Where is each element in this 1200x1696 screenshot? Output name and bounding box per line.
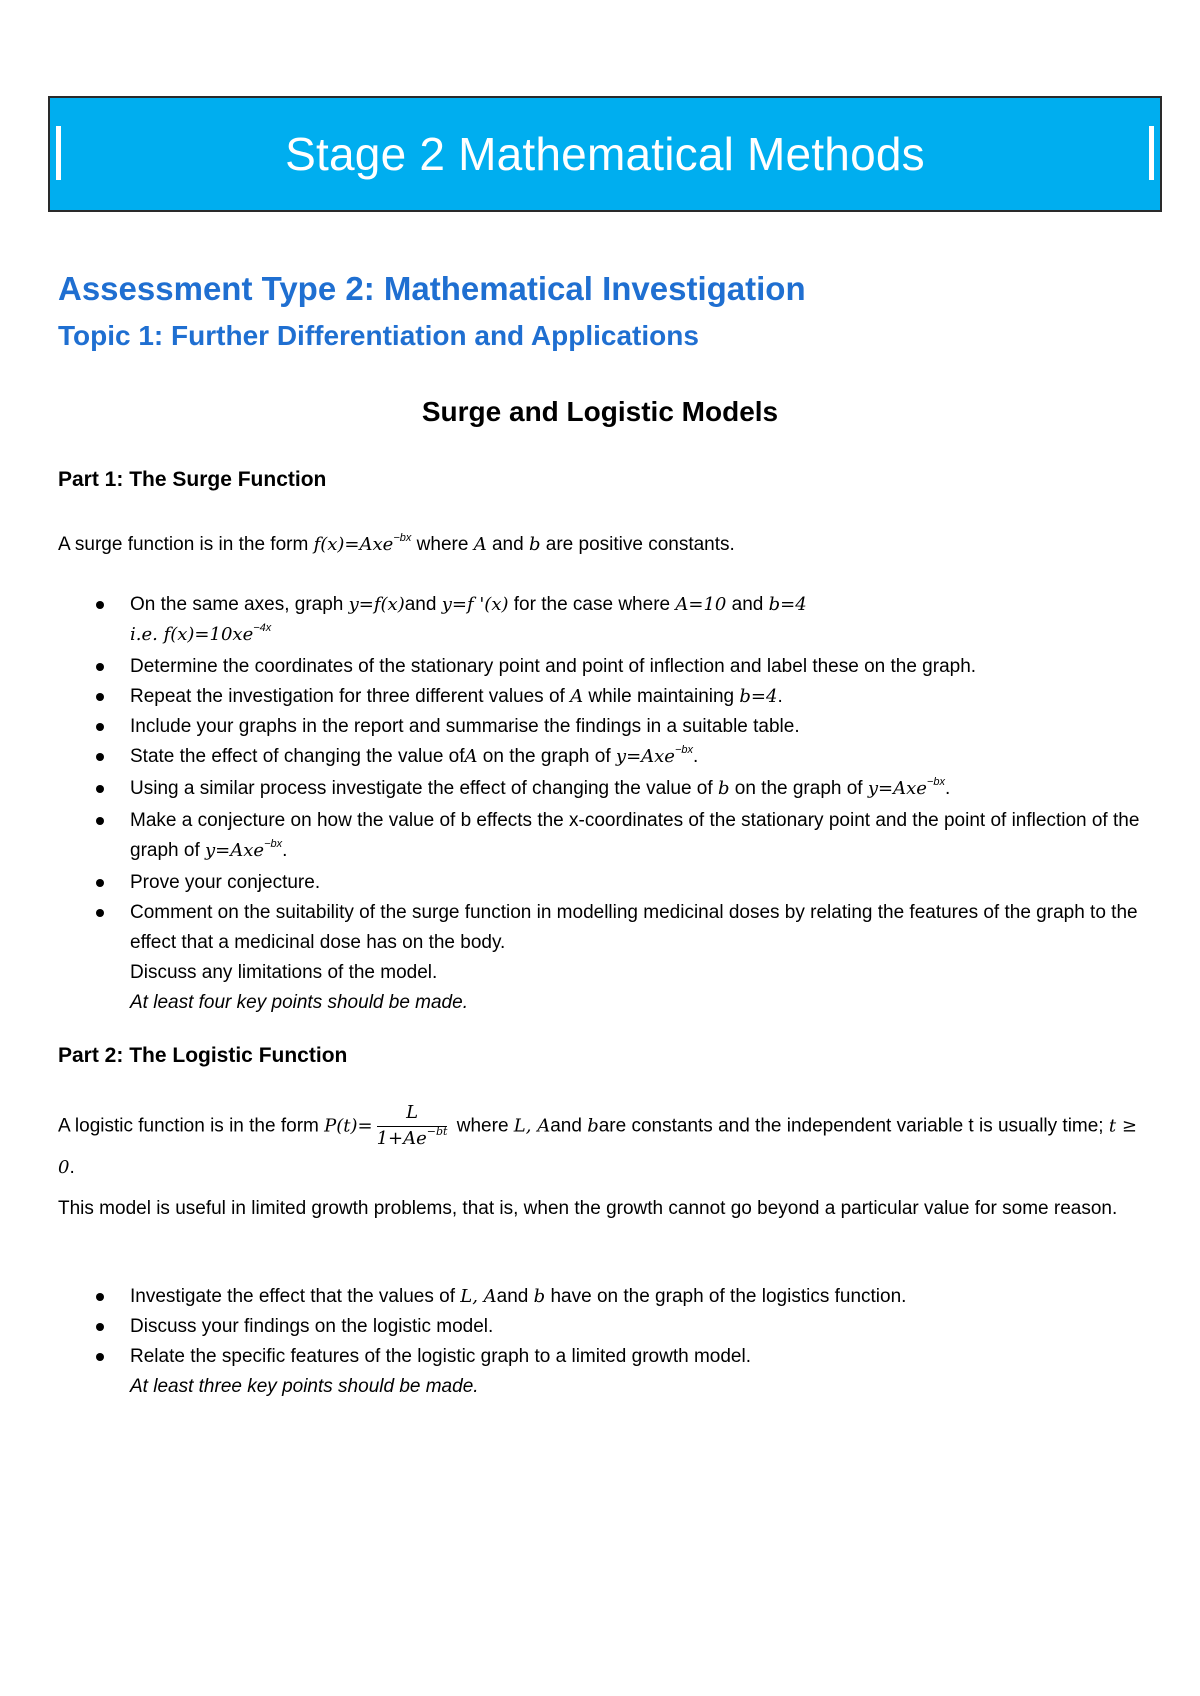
part2-heading: Part 2: The Logistic Function: [58, 1044, 348, 1067]
list-item: Using a similar process investigate the effect of changing the value of b on the graph of y=Axe$^{-bx}$.: [58, 774, 1148, 806]
document-title: Stage 2 Mathematical Methods: [285, 128, 925, 180]
list-item: Investigate the effect that the values of L, Aand b have on the graph of the logistics function.: [58, 1282, 1148, 1312]
bullet-icon: [96, 1353, 104, 1361]
logistic-fraction: $\frac{L}{1+Ae^{-bt}}$: [376, 1102, 448, 1149]
list-item: Comment on the suitability of the surge function in modelling medicinal doses by relating the features of the graph to the effect that a medicinal dose has on the body. Discuss any limitations of the model. At least four key points should be made.: [58, 898, 1148, 1018]
list-item: Repeat the investigation for three different values of A while maintaining b=4.: [58, 682, 1148, 712]
list-item: Make a conjecture on how the value of b effects the x-coordinates of the stationary point and the point of inflection of the graph of y=Axe$^{-bx}$.: [58, 806, 1148, 868]
bullet-icon: [96, 817, 104, 825]
bullet-icon: [96, 693, 104, 701]
banner-right-bar: [1149, 126, 1154, 180]
assessment-heading: Assessment Type 2: Mathematical Investigation: [58, 270, 806, 307]
bullet-icon: [96, 879, 104, 887]
topic-heading: Topic 1: Further Differentiation and Applications: [58, 320, 699, 351]
part1-intro: A surge function is in the form f(x)=Axe$^{-bx}$ where A and b are positive constants.: [58, 532, 735, 555]
part2-task-list: [58, 1282, 1148, 1402]
list-item: Relate the specific features of the logistic graph to a limited growth model. At least three key points should be made.: [58, 1342, 1148, 1402]
list-item: Include your graphs in the report and summarise the findings in a suitable table.: [58, 712, 1148, 742]
bullet-icon: [96, 663, 104, 671]
bullet-icon: [96, 601, 104, 609]
part1-heading: Part 1: The Surge Function: [58, 468, 327, 491]
title-banner: [48, 96, 1162, 212]
bullet-icon: [96, 909, 104, 917]
list-item: Determine the coordinates of the stationary point and point of inflection and label these on the graph.: [58, 652, 1148, 682]
bullet-icon: [96, 723, 104, 731]
bullet-icon: [96, 1293, 104, 1301]
list-item: On the same axes, graph y=f(x)and y=f '(x) for the case where A=10 and b=4 i.e. $f(x)=10xe^{-4x}$: [58, 590, 1148, 652]
part2-description: This model is useful in limited growth problems, that is, when the growth cannot go beyond a particular value for some reason.: [58, 1198, 1118, 1219]
list-item: Discuss your findings on the logistic model.: [58, 1312, 1148, 1342]
bullet-icon: [96, 1323, 104, 1331]
list-item: Prove your conjecture.: [58, 868, 1148, 898]
part1-task-list: [58, 590, 1148, 1018]
bullet-icon: [96, 785, 104, 793]
list-item: State the effect of changing the value ofA on the graph of y=Axe$^{-bx}$.: [58, 742, 1148, 774]
banner-left-bar: [56, 126, 61, 180]
bullet-icon: [96, 753, 104, 761]
section-title: Surge and Logistic Models: [421, 396, 779, 427]
part2-intro: A logistic function is in the form P(t)= $\frac{L}{1+Ae^{-bt}}$ where L, Aand bare constants and the independent variable t is usually time; t ≥ 0.: [58, 1102, 1137, 1178]
